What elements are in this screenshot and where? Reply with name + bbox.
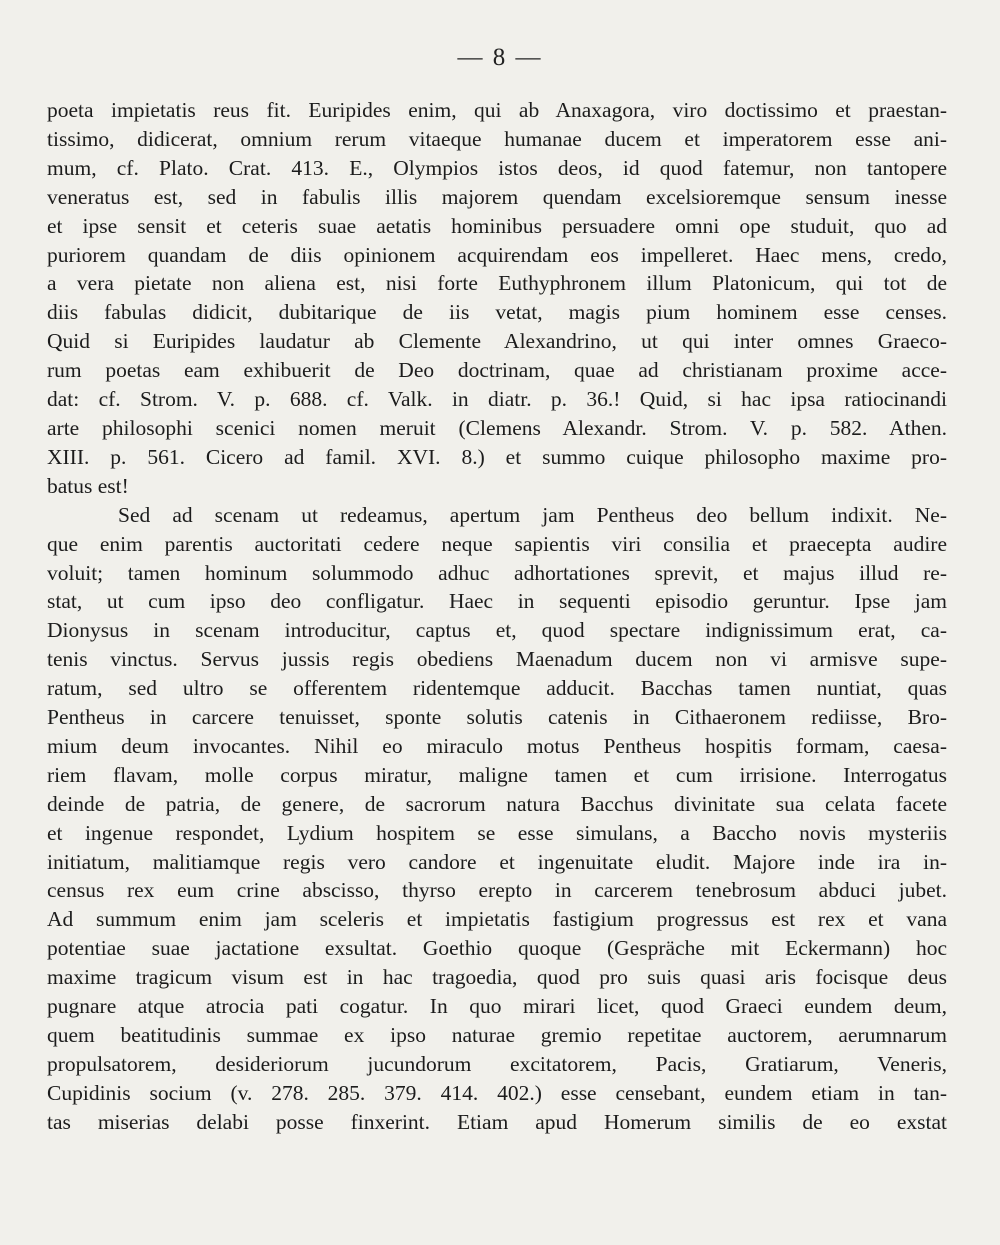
text-line: puriorem quandam de diis opinionem acquirendam eos impelleret. Haec mens, credo, — [47, 242, 947, 267]
text-line: et ingenue respondet, Lydium hospitem se esse simulans, a Baccho novis mysteriis — [47, 820, 947, 845]
body-text — [47, 96, 947, 1137]
paragraph-2 — [47, 501, 947, 1137]
text-line: a vera pietate non aliena est, nisi forte Euthyphronem illum Platonicum, qui tot de — [47, 271, 947, 296]
text-line: Sed ad scenam ut redeamus, apertum jam Pentheus deo bellum indixit. Ne- — [118, 502, 947, 527]
text-line: diis fabulas didicit, dubitarique de iis vetat, magis pium hominem esse censes. — [47, 300, 947, 325]
text-line: XIII. p. 561. Cicero ad famil. XVI. 8.) et summo cuique philosopho maxime pro- — [47, 444, 947, 469]
text-line: veneratus est, sed in fabulis illis majorem quendam excelsioremque sensum inesse — [47, 184, 947, 209]
text-line: potentiae suae jactatione exsultat. Goethio quoque (Gespräche mit Eckermann) hoc — [47, 936, 947, 961]
text-line: tissimo, didicerat, omnium rerum vitaeque humanae ducem et imperatorem esse ani- — [47, 126, 947, 151]
text-line: batus est! — [47, 473, 129, 498]
text-line: stat, ut cum ipso deo confligatur. Haec in sequenti episodio geruntur. Ipse jam — [47, 589, 947, 614]
text-line: riem flavam, molle corpus miratur, maligne tamen et cum irrisione. Interrogatus — [47, 762, 947, 787]
text-line: rum poetas eam exhibuerit de Deo doctrinam, quae ad christianam proxime acce- — [47, 358, 947, 383]
text-line: maxime tragicum visum est in hac tragoedia, quod pro suis quasi aris focisque deus — [47, 965, 947, 990]
text-line: propulsatorem, desideriorum jucundorum excitatorem, Pacis, Gratiarum, Veneris, — [47, 1051, 947, 1076]
text-line: poeta impietatis reus fit. Euripides enim, qui ab Anaxagora, viro doctissimo et praestan- — [47, 98, 947, 122]
text-line: mium deum invocantes. Nihil eo miraculo motus Pentheus hospitis formam, caesa- — [47, 733, 947, 758]
text-line: Cupidinis socium (v. 278. 285. 379. 414. 402.) esse censebant, eundem etiam in tan- — [47, 1080, 947, 1105]
text-line: initiatum, malitiamque regis vero candore et ingenuitate eludit. Majore inde ira in- — [47, 849, 947, 874]
text-line: Ad summum enim jam sceleris et impietatis fastigium progressus est rex et vana — [47, 907, 947, 932]
text-line: census rex eum crine abscisso, thyrso erepto in carcerem tenebrosum abduci jubet. — [47, 878, 947, 903]
text-line: ratum, sed ultro se offerentem ridentemque adducit. Bacchas tamen nuntiat, quas — [47, 676, 947, 701]
text-line: tenis vinctus. Servus jussis regis obediens Maenadum ducem non vi armisve supe- — [47, 647, 947, 672]
text-line: et ipse sensit et ceteris suae aetatis hominibus persuadere omni ope studuit, quo ad — [47, 213, 947, 238]
text-line: Dionysus in scenam introducitur, captus et, quod spectare indignissimum erat, ca- — [47, 618, 947, 643]
text-line: que enim parentis auctoritati cedere neque sapientis viri consilia et praecepta audire — [47, 531, 947, 556]
text-line: quem beatitudinis summae ex ipso naturae gremio repetitae auctorem, aerumnarum — [47, 1023, 947, 1047]
text-line: pugnare atque atrocia pati cogatur. In quo mirari licet, quod Graeci eundem deum, — [47, 994, 947, 1019]
text-line: mum, cf. Plato. Crat. 413. E., Olympios istos deos, id quod fatemur, non tantopere — [47, 155, 947, 180]
text-line: arte philosophi scenici nomen meruit (Clemens Alexandr. Strom. V. p. 582. Athen. — [47, 415, 947, 440]
text-line: voluit; tamen hominum solummodo adhuc adhortationes sprevit, et majus illud re- — [47, 560, 947, 585]
text-line: Quid si Euripides laudatur ab Clemente Alexandrino, ut qui inter omnes Graeco- — [47, 329, 947, 354]
text-line: deinde de patria, de genere, de sacrorum natura Bacchus divinitate sua celata facete — [47, 791, 947, 816]
text-line: Pentheus in carcere tenuisset, sponte solutis catenis in Cithaeronem rediisse, Bro- — [47, 705, 947, 730]
page-number: — 8 — — [457, 44, 543, 71]
paragraph-1 — [47, 96, 947, 501]
text-line: tas miserias delabi posse finxerint. Etiam apud Homerum similis de eo exstat — [47, 1109, 947, 1134]
text-line: dat: cf. Strom. V. p. 688. cf. Valk. in diatr. p. 36.! Quid, si hac ipsa ratiocinandi — [47, 387, 947, 412]
